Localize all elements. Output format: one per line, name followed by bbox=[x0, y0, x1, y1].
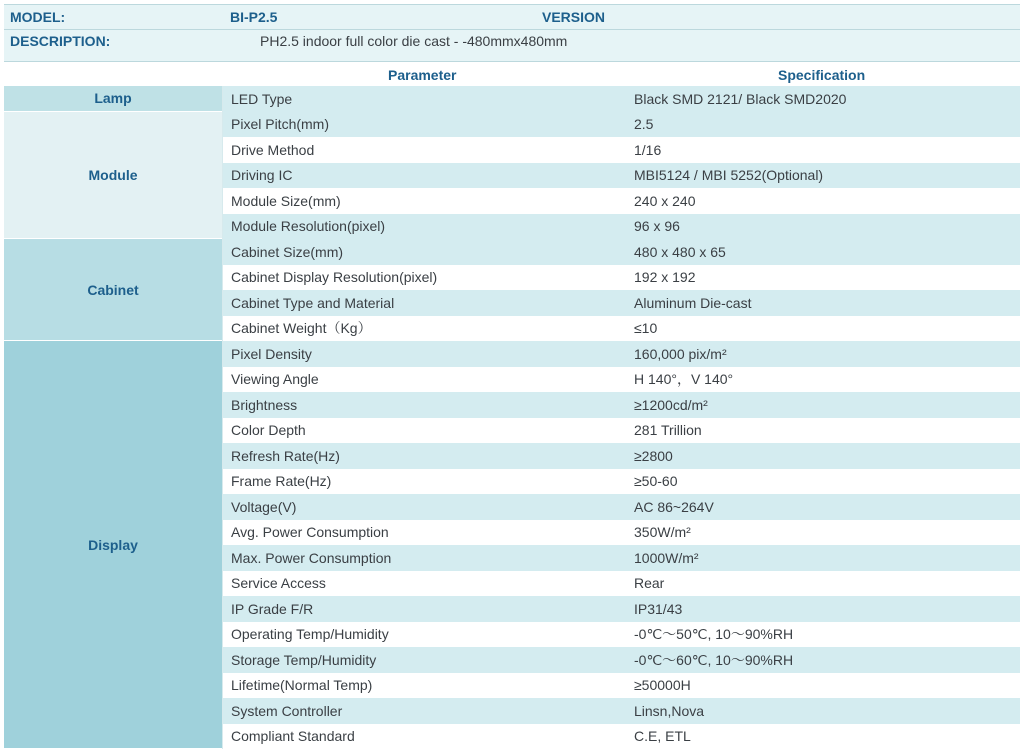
parameter-cell: System Controller bbox=[231, 702, 343, 719]
table-row bbox=[222, 469, 1020, 495]
group-lamp bbox=[4, 86, 1020, 112]
parameter-cell: Max. Power Consumption bbox=[231, 549, 392, 566]
parameter-cell: Refresh Rate(Hz) bbox=[231, 447, 340, 464]
parameter-cell: Cabinet Type and Material bbox=[231, 294, 395, 311]
group-display bbox=[4, 341, 1020, 749]
specification-cell: C.E, ETL bbox=[634, 728, 691, 745]
table-row bbox=[222, 214, 1020, 240]
group-module bbox=[4, 112, 1020, 240]
parameter-cell: Drive Method bbox=[231, 141, 315, 158]
group-cabinet bbox=[4, 239, 1020, 341]
parameter-cell: Viewing Angle bbox=[231, 371, 319, 388]
table-row bbox=[222, 163, 1020, 189]
table-row bbox=[222, 724, 1020, 750]
specification-cell: ≥1200cd/m² bbox=[634, 396, 708, 413]
table-row bbox=[222, 596, 1020, 622]
specification-cell: 2.5 bbox=[634, 116, 654, 133]
table-row bbox=[222, 86, 1020, 112]
group-rows bbox=[222, 112, 1020, 240]
specification-cell: 281 Trillion bbox=[634, 422, 702, 439]
description-value: PH2.5 indoor full color die cast - -480mmx480mm bbox=[260, 33, 568, 49]
table-row bbox=[222, 341, 1020, 367]
specification-cell: Rear bbox=[634, 575, 665, 592]
spec-sheet bbox=[4, 4, 1020, 749]
parameter-cell: Frame Rate(Hz) bbox=[231, 473, 332, 490]
parameter-cell: Cabinet Weight（Kg） bbox=[231, 320, 372, 337]
parameter-cell: Service Access bbox=[231, 575, 326, 592]
parameter-cell: Pixel Density bbox=[231, 345, 312, 362]
parameter-cell: LED Type bbox=[231, 90, 293, 107]
specification-cell: ≤10 bbox=[634, 320, 658, 337]
specification-cell: ≥50-60 bbox=[634, 473, 678, 490]
table-row bbox=[222, 188, 1020, 214]
table-row bbox=[222, 673, 1020, 699]
specification-cell: H 140°，V 140° bbox=[634, 371, 734, 388]
parameter-cell: Pixel Pitch(mm) bbox=[231, 116, 330, 133]
table-row bbox=[222, 137, 1020, 163]
parameter-cell: Lifetime(Normal Temp) bbox=[231, 677, 373, 694]
specification-cell: ≥2800 bbox=[634, 447, 673, 464]
parameter-cell: Module Size(mm) bbox=[231, 192, 341, 209]
specification-cell: IP31/43 bbox=[634, 600, 683, 617]
table-row bbox=[222, 112, 1020, 138]
specification-column-header: Specification bbox=[778, 67, 866, 83]
table-row bbox=[222, 265, 1020, 291]
table-row bbox=[222, 647, 1020, 673]
specification-cell: Linsn,Nova bbox=[634, 702, 705, 719]
specification-cell: MBI5124 / MBI 5252(Optional) bbox=[634, 167, 824, 184]
parameter-cell: Brightness bbox=[231, 396, 298, 413]
parameter-cell: Storage Temp/Humidity bbox=[231, 651, 377, 668]
parameter-cell: Operating Temp/Humidity bbox=[231, 626, 389, 643]
model-value: BI-P2.5 bbox=[230, 9, 278, 25]
parameter-cell: Avg. Power Consumption bbox=[231, 524, 389, 541]
specification-cell: ≥50000H bbox=[634, 677, 691, 694]
table-row bbox=[222, 698, 1020, 724]
specification-cell: 192 x 192 bbox=[634, 269, 696, 286]
group-name-lamp: Lamp bbox=[4, 86, 222, 112]
group-name-module: Module bbox=[4, 112, 222, 240]
table-row bbox=[222, 520, 1020, 546]
parameter-cell: Cabinet Size(mm) bbox=[231, 243, 344, 260]
table-row bbox=[222, 392, 1020, 418]
parameter-cell: Color Depth bbox=[231, 422, 306, 439]
specification-cell: 350W/m² bbox=[634, 524, 691, 541]
table-row bbox=[222, 443, 1020, 469]
table-row bbox=[222, 239, 1020, 265]
parameter-cell: Voltage(V) bbox=[231, 498, 297, 515]
group-name-display: Display bbox=[4, 341, 222, 749]
group-name-cabinet: Cabinet bbox=[4, 239, 222, 341]
specification-cell: -0℃～60℃, 10～90%RH bbox=[634, 651, 794, 668]
specification-cell: 160,000 pix/m² bbox=[634, 345, 727, 362]
specification-cell: 1/16 bbox=[634, 141, 662, 158]
description-label: DESCRIPTION: bbox=[10, 33, 111, 49]
specification-cell: -0℃～50℃, 10～90%RH bbox=[634, 626, 794, 643]
parameter-column-header: Parameter bbox=[388, 67, 457, 83]
parameter-cell: Compliant Standard bbox=[231, 728, 355, 745]
parameter-cell: Cabinet Display Resolution(pixel) bbox=[231, 269, 438, 286]
specification-cell: 1000W/m² bbox=[634, 549, 699, 566]
table-row bbox=[222, 316, 1020, 342]
column-headers bbox=[4, 64, 1020, 86]
description-row bbox=[4, 30, 1020, 62]
parameter-cell: Module Resolution(pixel) bbox=[231, 218, 386, 235]
version-label: VERSION bbox=[542, 9, 606, 25]
table-row bbox=[222, 622, 1020, 648]
specification-cell: Aluminum Die-cast bbox=[634, 294, 752, 311]
table-row bbox=[222, 367, 1020, 393]
parameter-cell: IP Grade F/R bbox=[231, 600, 314, 617]
group-rows bbox=[222, 239, 1020, 341]
table-row bbox=[222, 571, 1020, 597]
specification-cell: 96 x 96 bbox=[634, 218, 680, 235]
specification-cell: AC 86~264V bbox=[634, 498, 714, 515]
group-rows bbox=[222, 86, 1020, 112]
table-row bbox=[222, 290, 1020, 316]
table-row bbox=[222, 545, 1020, 571]
model-label: MODEL: bbox=[10, 9, 66, 25]
group-rows bbox=[222, 341, 1020, 749]
table-row bbox=[222, 494, 1020, 520]
model-row bbox=[4, 4, 1020, 30]
parameter-cell: Driving IC bbox=[231, 167, 293, 184]
specification-cell: 240 x 240 bbox=[634, 192, 696, 209]
table-row bbox=[222, 418, 1020, 444]
specification-cell: 480 x 480 x 65 bbox=[634, 243, 726, 260]
specification-cell: Black SMD 2121/ Black SMD2020 bbox=[634, 90, 847, 107]
